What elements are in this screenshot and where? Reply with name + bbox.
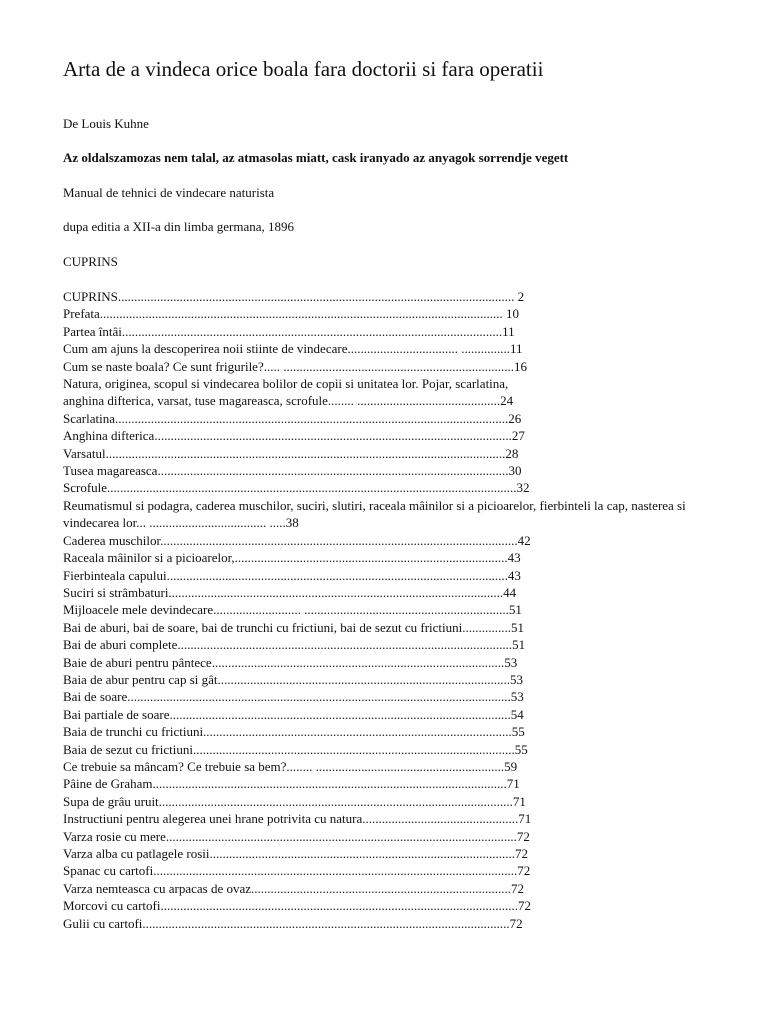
pagination-note: Az oldalszamozas nem talal, az atmasolas miatt, cask iranyado az anyagok sorrendje vegett — [63, 150, 569, 165]
toc-entry: Varza alba cu patlagele rosii..............................................................................................72 — [63, 846, 529, 861]
toc-entry: anghina difterica, varsat, tuse magareasca, scrofule........ ............................................24 — [63, 393, 514, 409]
toc-entry: Baie de aburi pentru pântece..........................................................................................53 — [63, 654, 518, 670]
toc-entry: Cum se naste boala? Ce sunt frigurile?..... .......................................................................16 — [63, 358, 527, 374]
toc-entry: Gulii cu cartofi.................................................................................................................72 — [63, 915, 523, 931]
table-of-contents — [63, 288, 723, 932]
edition-line: dupa editia a XII-a din limba germana, 1896 — [63, 219, 295, 234]
toc-entry: Reumatismul si podagra, caderea muschilor, suciri, slutiri, raceala mâinilor si a picioarelor, fierbinteli la cap, nasterea si vindecarea lor... .................................... .....38 — [63, 497, 686, 531]
toc-entry: Caderea muschilor..............................................................................................................42 — [63, 532, 531, 548]
toc-entry: Partea întâi.....................................................................................................................11 — [63, 323, 515, 339]
author-line: De Louis Kuhne — [63, 116, 149, 131]
toc-entry: Ce trebuie sa mâncam? Ce trebuie sa bem?........ ..........................................................59 — [63, 758, 518, 774]
subtitle-line: Manual de tehnici de vindecare naturista — [63, 185, 275, 200]
toc-entry: Baia de trunchi cu frictiuni...............................................................................................55 — [63, 724, 525, 740]
toc-entry: Scarlatina.........................................................................................................................26 — [63, 410, 522, 426]
toc-entry: Natura, originea, scopul si vindecarea bolilor de copii si unitatea lor. Pojar, scarlatina, — [63, 376, 509, 392]
document-title: Arta de a vindeca orice boala fara doctorii si fara operatii — [63, 57, 544, 81]
toc-entry: Baia de sezut cu frictiuni...................................................................................................55 — [63, 741, 528, 757]
toc-entry: Suciri si strâmbaturi.......................................................................................................44 — [63, 584, 517, 600]
toc-entry: Bai de soare......................................................................................................................53 — [63, 689, 524, 705]
toc-entry: CUPRINS.......................................................................................................................... 2 — [63, 289, 525, 304]
toc-entry: Raceala mâinilor si a picioarelor,....................................................................................43 — [63, 550, 521, 566]
toc-entry: Mijloacele mele devindecare........................... ...............................................................51 — [63, 602, 522, 618]
toc-entry: Scrofule..............................................................................................................................32 — [63, 480, 530, 496]
toc-entry: Supa de grâu uruit.............................................................................................................71 — [63, 793, 526, 809]
contents-heading: CUPRINS — [63, 254, 118, 269]
toc-entry: Varza nemteasca cu arpacas de ovaz................................................................................72 — [63, 880, 525, 896]
toc-entry: Baia de abur pentru cap si gât..........................................................................................53 — [63, 671, 523, 687]
toc-entry: Varza rosie cu mere............................................................................................................72 — [63, 828, 530, 844]
toc-entry: Varsatul...........................................................................................................................28 — [63, 445, 519, 461]
toc-entry: Prefata............................................................................................................................ 10 — [63, 306, 520, 322]
toc-entry: Spanac cu cartofi................................................................................................................72 — [63, 863, 531, 879]
toc-entry: Fierbinteala capului.........................................................................................................43 — [63, 567, 521, 583]
toc-entry: Bai partiale de soare.........................................................................................................54 — [63, 706, 524, 722]
toc-entry: Instructiuni pentru alegerea unei hrane potrivita cu natura................................................71 — [63, 811, 532, 827]
toc-entry: Tusea magareasca............................................................................................................30 — [63, 463, 522, 479]
toc-entry: Morcovi cu cartofi..............................................................................................................72 — [63, 898, 531, 914]
toc-entry: Cum am ajuns la descoperirea noii stiinte de vindecare.................................. ...............11 — [63, 341, 523, 357]
toc-entry: Bai de aburi, bai de soare, bai de trunchi cu frictiuni, bai de sezut cu frictiuni...............51 — [63, 619, 524, 635]
toc-entry: Pâine de Graham.............................................................................................................71 — [63, 776, 520, 792]
toc-entry: Anghina difterica..............................................................................................................27 — [63, 428, 525, 444]
toc-entry: Bai de aburi complete.......................................................................................................51 — [63, 637, 526, 653]
